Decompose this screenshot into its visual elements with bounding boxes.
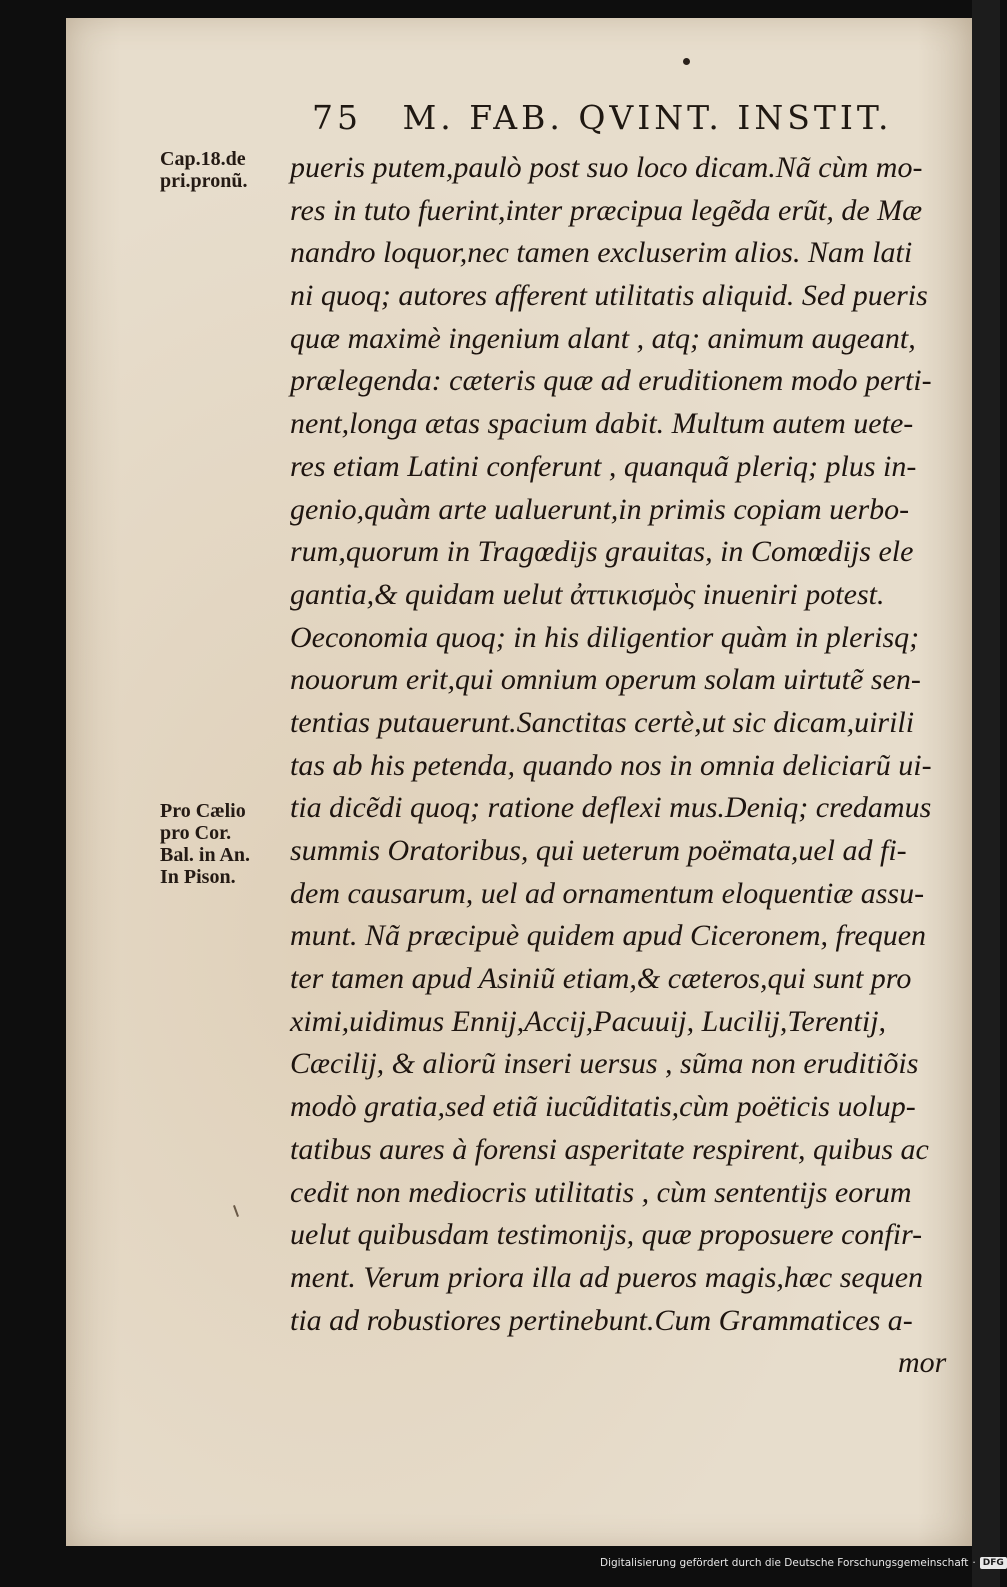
ink-dot (683, 58, 690, 65)
text-line: tentias putauerunt.Sanctitas certè,ut sic dicam,uirili (290, 705, 915, 739)
text-line: ximi,uidimus Ennij,Accij,Pacuuij, Lucilij,Terentij, (290, 1004, 887, 1038)
text-line: Cæcilij, & aliorũ inseri uersus , sũma non eruditiõis (290, 1047, 919, 1081)
digitization-footer (600, 1551, 1007, 1575)
text-line: rum,quorum in Tragœdijs grauitas, in Comœdijs ele (290, 535, 914, 569)
marginal-note-chapter: Cap.18.de pri.pronũ. (160, 148, 248, 192)
text-line: tia dicẽdi quoq; ratione deflexi mus.Deniq; credamus (290, 791, 932, 825)
text-line: res etiam Latini conferunt , quanquã pleriq; plus in- (290, 449, 917, 483)
page-number: 75 (312, 98, 362, 137)
text-line: tas ab his petenda, quando nos in omnia deliciarũ ui- (290, 748, 932, 782)
text-line: Oeconomia quoq; in his diligentior quàm in plerisq; (290, 620, 920, 654)
footer-separator: · (972, 1557, 976, 1569)
text-line: modò gratia,sed etiã iucũditatis,cùm poëticis uolup- (290, 1090, 916, 1124)
text-line: tatibus aures à forensi asperitate respirent, quibus ac (290, 1132, 929, 1166)
text-line: quæ maximè ingenium alant , atq; animum augeant, (290, 321, 916, 355)
text-line: nent,longa ætas spacium dabit. Multum autem uete- (290, 407, 914, 441)
text-line: munt. Nã præcipuè quidem apud Ciceronem, frequen (290, 919, 927, 953)
text-line: tia ad robustiores pertinebunt.Cum Grammatices a- (290, 1303, 913, 1337)
dfg-logo-icon: DFG (980, 1557, 1007, 1569)
catchword: mor (898, 1346, 947, 1380)
text-line: genio,quàm arte ualuerunt,in primis copiam uerbo- (290, 492, 910, 526)
main-text-block (290, 147, 960, 1385)
text-line: ni quoq; autores afferent utilitatis aliquid. Sed pueris (290, 279, 928, 313)
scan-edge (972, 0, 1000, 1587)
text-line: cedit non mediocris utilitatis , cùm sententijs eorum (290, 1175, 912, 1209)
footer-credit: Digitalisierung gefördert durch die Deutsche Forschungsgemeinschaft (600, 1557, 969, 1569)
running-head (312, 98, 932, 142)
text-line: gantia,& quidam uelut ἀττικισμὸς inueniri potest. (290, 577, 885, 611)
running-title: M. FAB. QVINT. INSTIT. (402, 98, 893, 137)
text-line: uelut quibusdam testimonijs, quæ proposuere confir- (290, 1218, 923, 1252)
text-line: nouorum erit,qui omnium operum solam uirtutẽ sen- (290, 663, 921, 697)
text-line: summis Oratoribus, qui ueterum poëmata,uel ad fi- (290, 834, 907, 867)
text-line: ter tamen apud Asiniũ etiam,& cæteros,qui sunt pro (290, 962, 912, 996)
text-line: prælegenda: cæteris quæ ad eruditionem modo perti- (290, 364, 932, 398)
text-line: nandro loquor,nec tamen excluserim alios. Nam lati (290, 236, 913, 270)
marginal-note-references: Pro Cælio pro Cor. Bal. in An. In Pison. (160, 800, 251, 888)
text-line: res in tuto fuerint,inter præcipua legẽda erũt, de Mæ (290, 193, 923, 227)
text-line: ment. Verum priora illa ad pueros magis,hæc sequen (290, 1260, 924, 1294)
text-line: pueris putem,paulò post suo loco dicam.Nã cùm mo- (290, 151, 923, 184)
text-line: dem causarum, uel ad ornamentum eloquentiæ assu- (290, 876, 925, 910)
